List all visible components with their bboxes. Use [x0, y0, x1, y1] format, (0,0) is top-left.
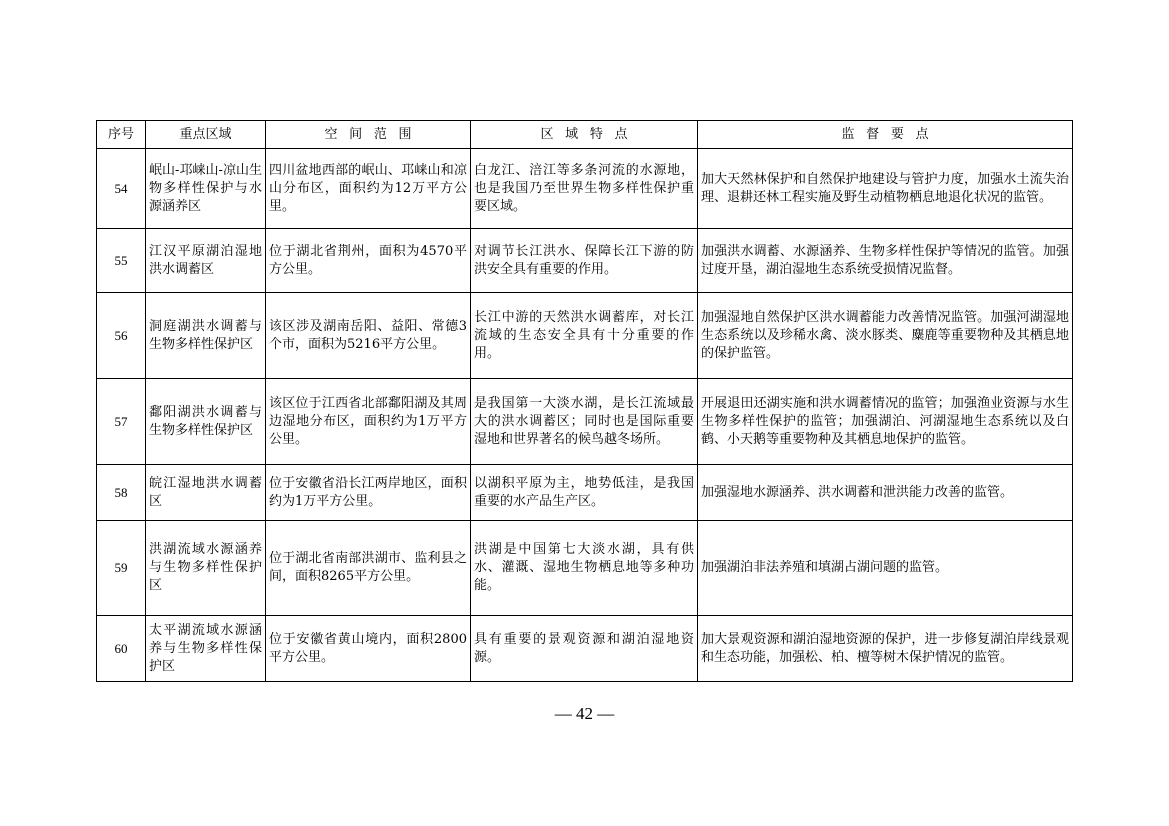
table-row	[97, 229, 1073, 293]
row-area: 皖江湿地洪水调蓄区	[146, 465, 266, 521]
header-no: 序号	[97, 121, 146, 149]
row-features: 以湖积平原为主，地势低洼，是我国重要的水产品生产区。	[471, 465, 698, 521]
row-features: 长江中游的天然洪水调蓄库，对长江流域的生态安全具有十分重要的作用。	[471, 293, 698, 379]
header-points: 监督要点	[698, 121, 1073, 149]
region-table	[96, 120, 1073, 682]
row-points: 加大景观资源和湖泊湿地资源的保护，进一步修复湖泊岸线景观和生态功能，加强松、柏、檀等树木保护情况的监管。	[698, 616, 1073, 682]
table-row	[97, 465, 1073, 521]
table-row	[97, 379, 1073, 465]
row-features: 具有重要的景观资源和湖泊湿地资源。	[471, 616, 698, 682]
row-scope: 位于湖北省南部洪湖市、监利县之间，面积8265平方公里。	[266, 521, 471, 616]
row-features: 对调节长江洪水、保障长江下游的防洪安全具有重要的作用。	[471, 229, 698, 293]
row-no: 56	[97, 293, 146, 379]
row-scope: 该区涉及湖南岳阳、益阳、常德3个市，面积为5216平方公里。	[266, 293, 471, 379]
row-points: 加强湿地自然保护区洪水调蓄能力改善情况监管。加强河湖湿地生态系统以及珍稀水禽、淡水豚类、麋鹿等重要物种及其栖息地的保护监管。	[698, 293, 1073, 379]
row-features: 是我国第一大淡水湖，是长江流域最大的洪水调蓄区；同时也是国际重要湿地和世界著名的候鸟越冬场所。	[471, 379, 698, 465]
row-no: 59	[97, 521, 146, 616]
row-area: 江汉平原湖泊湿地洪水调蓄区	[146, 229, 266, 293]
row-no: 57	[97, 379, 146, 465]
row-scope: 该区位于江西省北部鄱阳湖及其周边湿地分布区，面积约为1万平方公里。	[266, 379, 471, 465]
header-scope: 空间范围	[266, 121, 471, 149]
row-points: 加大天然林保护和自然保护地建设与管护力度，加强水土流失治理、退耕还林工程实施及野生动植物栖息地退化状况的监管。	[698, 149, 1073, 229]
row-scope: 位于湖北省荆州，面积为4570平方公里。	[266, 229, 471, 293]
row-area: 洞庭湖洪水调蓄与生物多样性保护区	[146, 293, 266, 379]
row-points: 加强洪水调蓄、水源涵养、生物多样性保护等情况的监管。加强过度开垦，湖泊湿地生态系统受损情况监督。	[698, 229, 1073, 293]
row-no: 58	[97, 465, 146, 521]
row-points: 加强湖泊非法养殖和填湖占湖问题的监管。	[698, 521, 1073, 616]
table-row	[97, 521, 1073, 616]
table-row	[97, 149, 1073, 229]
row-scope: 位于安徽省沿长江两岸地区，面积约为1万平方公里。	[266, 465, 471, 521]
row-scope: 四川盆地西部的岷山、邛崃山和凉山分布区，面积约为12万平方公里。	[266, 149, 471, 229]
header-area: 重点区域	[146, 121, 266, 149]
row-points: 开展退田还湖实施和洪水调蓄情况的监管；加强渔业资源与水生生物多样性保护的监管；加强湖泊、河湖湿地生态系统以及白鹤、小天鹅等重要物种及其栖息地保护的监管。	[698, 379, 1073, 465]
table-row	[97, 293, 1073, 379]
row-points: 加强湿地水源涵养、洪水调蓄和泄洪能力改善的监管。	[698, 465, 1073, 521]
row-no: 54	[97, 149, 146, 229]
table-header-row	[97, 121, 1073, 149]
row-features: 洪湖是中国第七大淡水湖，具有供水、灌溉、湿地生物栖息地等多种功能。	[471, 521, 698, 616]
header-features: 区域特点	[471, 121, 698, 149]
row-area: 鄱阳湖洪水调蓄与生物多样性保护区	[146, 379, 266, 465]
row-features: 白龙江、涪江等多条河流的水源地，也是我国乃至世界生物多样性保护重要区域。	[471, 149, 698, 229]
row-area: 洪湖流域水源涵养与生物多样性保护区	[146, 521, 266, 616]
row-no: 60	[97, 616, 146, 682]
row-scope: 位于安徽省黄山境内，面积2800平方公里。	[266, 616, 471, 682]
row-area: 太平湖流域水源涵养与生物多样性保护区	[146, 616, 266, 682]
table-row	[97, 616, 1073, 682]
row-no: 55	[97, 229, 146, 293]
page-number: — 42 —	[554, 704, 615, 723]
row-area: 岷山-邛崃山-凉山生物多样性保护与水源涵养区	[146, 149, 266, 229]
